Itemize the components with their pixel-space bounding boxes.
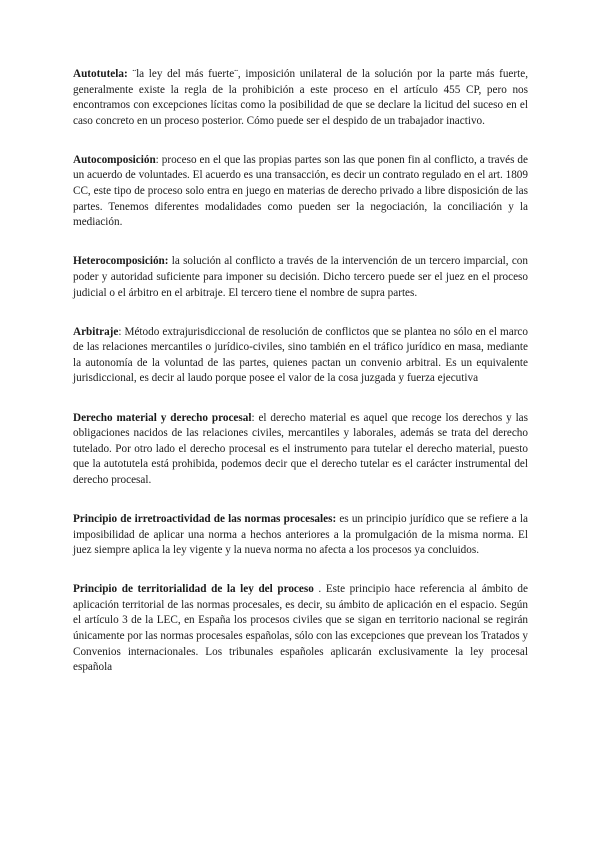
paragraph-territorialidad	[73, 582, 528, 676]
term-irretroactividad: Principio de irretroactividad de las normas procesales:	[73, 512, 337, 525]
paragraph-derecho-material	[73, 411, 528, 489]
paragraph-irretroactividad	[73, 512, 528, 559]
term-heterocomposicion: Heterocomposición:	[73, 255, 169, 268]
term-territorialidad: Principio de territorialidad de la ley del proceso	[73, 583, 314, 596]
definition-arbitraje: : Método extrajurisdiccional de resolución de conflictos que se plantea no sólo en el marco de las relaciones mercantiles o jurídico-civiles, sino también en el tráfico jurídico en masa, mediante la autonomía de la voluntad de las partes, quienes pactan un convenio arbitral. Es un equivalente jurisdiccional, es decir al laudo porque posee el valor de la cosa juzgada y fuerza ejecutiva	[73, 325, 528, 385]
paragraph-arbitraje	[73, 325, 528, 387]
term-arbitraje: Arbitraje	[73, 325, 119, 338]
definition-derecho-material: : el derecho material es aquel que recoge los derechos y las obligaciones nacidos de las relaciones civiles, mercantiles y laborales, además se trata del derecho tutelado. Por otro lado el derecho procesal es el instrumento para tutelar el derecho material, puesto que la autotutela está prohibida, podemos decir que el derecho tutelar es el carácter instrumental del derecho procesal.	[73, 411, 529, 486]
paragraph-autotutela	[73, 67, 528, 129]
paragraph-heterocomposicion	[73, 254, 528, 301]
definition-autotutela: ¨la ley del más fuerte¨, imposición unilateral de la solución por la parte más fuerte, generalmente existe la regla de la prohibición a este proceso en el artículo 455 CP, pero nos encontramos con excepciones lícitas como la posibilidad de que se declare la licitud del suceso en el caso concreto en un proceso posterior. Cómo puede ser el despido de un trabajador inactivo.	[73, 68, 528, 127]
definition-irretroactividad: es un principio jurídico que se refiere a la imposibilidad de aplicar una norma a hechos anteriores a la promulgación de la misma norma. El juez siempre aplica la ley vigente y la nueva norma no afecta a los procesos ya concluidos.	[73, 512, 529, 557]
term-autotutela: Autotutela:	[73, 68, 128, 80]
term-autocomposicion: Autocomposición	[73, 153, 156, 166]
definition-heterocomposicion: la solución al conflicto a través de la intervención de un tercero imparcial, con poder y autoridad suficiente para imponer su decisión. Dicho tercero puede ser el juez en el proceso judicial o el árbitro en el arbitraje. El tercero tiene el nombre de supra partes.	[73, 255, 528, 299]
document-page	[73, 67, 528, 699]
term-derecho-material: Derecho material y derecho procesal	[73, 411, 252, 424]
definition-territorialidad: . Este principio hace referencia al ámbito de aplicación territorial de las normas procesales, es decir, su ámbito de aplicación en el espacio. Según el artículo 3 de la LEC, en España los procesos civiles que se sigan en territorio nacional se regirán únicamente por las normas procesales españolas, sólo con las excepciones que prevean los Tratados y Convenios internacionales. Los tribunales españoles aplicarán exclusivamente la ley procesal española	[73, 583, 528, 674]
paragraph-autocomposicion	[73, 153, 528, 231]
definition-autocomposicion: : proceso en el que las propias partes son las que ponen fin al conflicto, a través de un acuerdo de voluntades. El acuerdo es una transacción, es decir un contrato regulado en el art. 1809 CC, este tipo de proceso solo entra en juego en materias de derecho privado a libre disposición de las partes. Tenemos diferentes modalidades como pueden ser la negociación, la conciliación y la mediación.	[73, 153, 528, 229]
